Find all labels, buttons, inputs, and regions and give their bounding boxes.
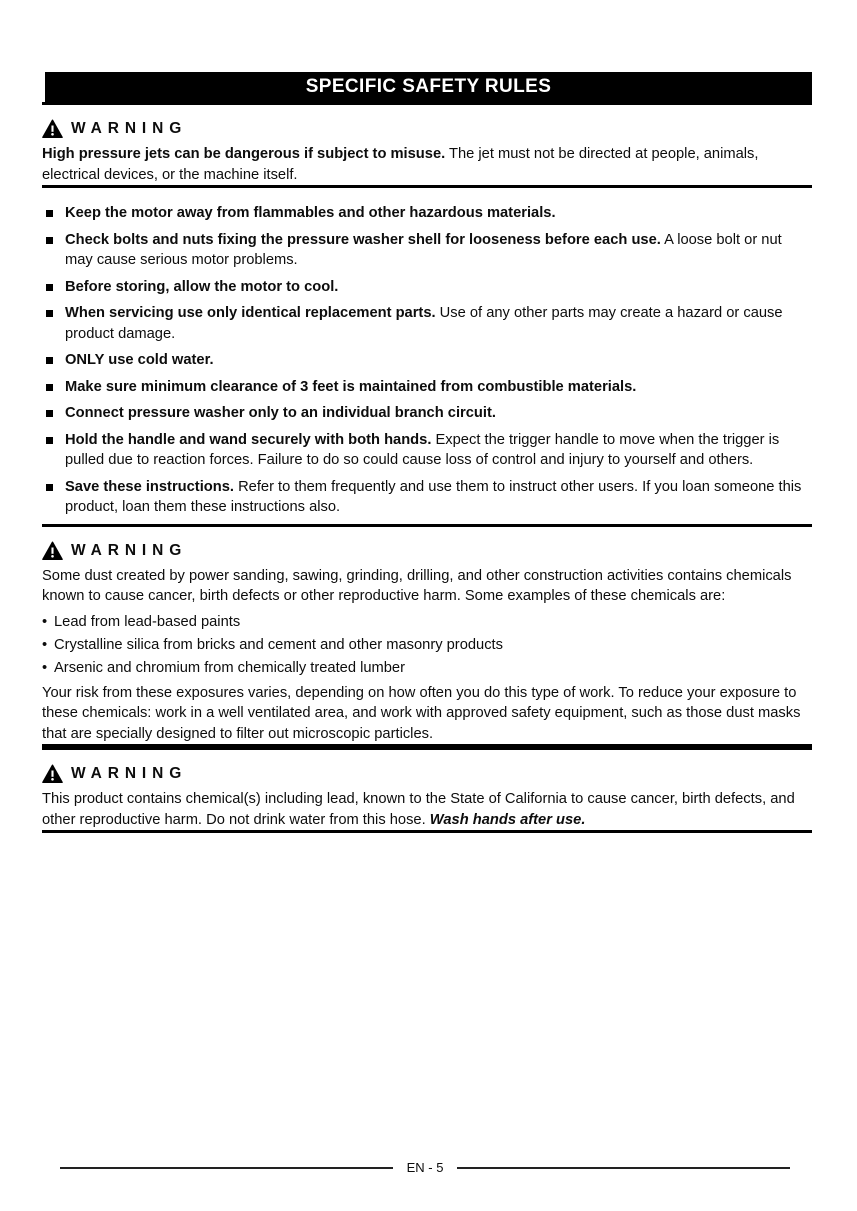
warning-3-text: This product contains chemical(s) including lead, known to the State of California to cause cancer, birth defects, and other reproductive harm. Do not drink water from this hose. Wash hands after use.	[42, 791, 795, 828]
warning-triangle-icon	[42, 119, 63, 139]
divider-rule	[42, 524, 812, 527]
warning-2-intro: Some dust created by power sanding, sawing, grinding, drilling, and other construction activities contains chemicals known to cause cancer, birth defects or other reproductive harm. Some examples of these chemicals are:	[42, 567, 792, 604]
warning-triangle-icon	[42, 764, 63, 784]
warning-section-3	[42, 762, 812, 830]
chemical-list-item: • Crystalline silica from bricks and cement and other masonry products	[42, 634, 812, 657]
divider-rule	[42, 102, 812, 105]
safety-rule-item: Save these instructions. Refer to them frequently and use them to instruct other users. If you loan someone this product, loan them these instructions also.	[42, 477, 812, 518]
safety-rules-list	[42, 203, 812, 518]
safety-rule-item: Hold the handle and wand securely with both hands. Expect the trigger handle to move when the trigger is pulled due to reaction forces. Failure to do so could cause loss of control and injury to yourself and others.	[42, 430, 812, 471]
warning-triangle-icon	[42, 541, 63, 561]
page-title: SPECIFIC SAFETY RULES	[305, 76, 552, 97]
chemical-list-item: • Arsenic and chromium from chemically treated lumber	[42, 657, 812, 680]
warning-2-outro: Your risk from these exposures varies, depending on how often you do this type of work. To reduce your exposure to these chemicals: work in a well ventilated area, and work with approved safety equipment, such as those dust masks that are specially designed to filter out microscopic particles.	[42, 684, 801, 742]
divider-rule	[42, 830, 812, 833]
divider-rule	[42, 747, 812, 750]
warning-section-2	[42, 539, 812, 745]
warning-heading	[42, 117, 812, 141]
warning-label: WARNING	[71, 765, 188, 782]
warning-label: WARNING	[71, 120, 188, 137]
safety-rule-item: Before storing, allow the motor to cool.	[42, 277, 812, 298]
safety-rule-item: ONLY use cold water.	[42, 350, 812, 371]
footer-right-line	[457, 1167, 790, 1169]
safety-rule-item: Make sure minimum clearance of 3 feet is maintained from combustible materials.	[42, 377, 812, 398]
warning-1-bold: High pressure jets can be dangerous if subject to misuse.	[42, 146, 446, 162]
safety-rule-item: Check bolts and nuts fixing the pressure washer shell for looseness before each use. A loose bolt or nut may cause serious motor problems.	[42, 230, 812, 271]
chemical-list-item: • Lead from lead-based paints	[42, 611, 812, 634]
section-title-bar	[45, 72, 812, 102]
warning-3-emphasis: Wash hands after use.	[429, 811, 586, 828]
warning-1-text	[42, 144, 812, 185]
warning-section-1	[42, 117, 812, 185]
safety-rule-item: When servicing use only identical replacement parts. Use of any other parts may create a hazard or cause product damage.	[42, 303, 812, 344]
manual-page	[42, 0, 812, 833]
warning-heading	[42, 762, 812, 786]
page-footer	[60, 1160, 790, 1175]
warning-label: WARNING	[71, 541, 188, 559]
divider-rule	[42, 185, 812, 188]
warning-heading	[42, 539, 812, 563]
footer-page-number: EN - 5	[406, 1160, 444, 1175]
warning-1-rest: The jet must not be directed at people, animals, electrical devices, or the machine itself.	[42, 146, 759, 183]
footer-left-line	[60, 1167, 393, 1169]
safety-rule-item: Connect pressure washer only to an individual branch circuit.	[42, 403, 812, 424]
safety-rule-item: Keep the motor away from flammables and other hazardous materials.	[42, 203, 812, 224]
